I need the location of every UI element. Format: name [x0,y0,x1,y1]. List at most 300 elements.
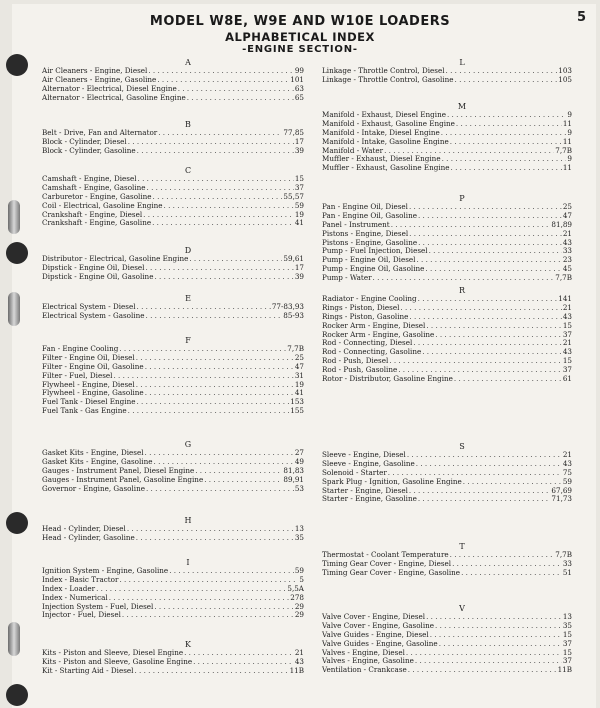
entry-text: Manifold - Exhaust, Gasoline Engine [322,118,455,128]
entry-page: 15 [562,629,572,639]
entry-page: 105 [558,74,572,84]
dot-leader [157,76,289,85]
index-entry [42,147,304,156]
index-entry [322,76,572,85]
entry-text: Crankshaft - Engine, Gasoline [42,218,152,228]
entry-text: Valves - Engine, Gasoline [322,656,414,666]
section-title: -ENGINE SECTION- [242,44,358,55]
section-letter: G [184,440,192,449]
entry-page: 41 [294,218,304,228]
index-entry [42,534,304,543]
dot-leader [137,303,271,312]
section-letter: R [458,286,466,295]
entry-page: 19 [294,379,304,389]
dot-leader [154,273,293,282]
entry-text: Valve Guides - Engine, Gasoline [322,638,438,648]
index-section-s [322,442,572,504]
entry-text: Index - Loader [42,583,96,593]
dot-leader [373,274,555,283]
dot-leader [422,348,562,357]
entry-text: Muffler - Exhaust, Gasoline Engine [322,163,450,173]
entry-page: 37 [562,329,572,339]
entry-text: Rings - Piston, Diesel [322,302,400,312]
section-letter: V [459,604,465,613]
entry-page: 63 [294,83,304,93]
index-section-g [42,440,304,493]
dot-leader [145,389,294,398]
dot-leader [456,120,562,129]
entry-page: 77,85 [283,128,304,137]
index-entry [42,485,304,494]
index-entry [42,407,304,416]
entry-text: Pan - Engine Oil, Diesel [322,202,408,211]
entry-text: Kits - Piston and Sleeve, Gasoline Engine [42,656,193,666]
entry-page: 59 [294,200,304,210]
dot-leader [439,640,562,649]
entry-page: 37 [562,638,572,648]
entry-text: Pump - Fuel Injection, Diesel [322,246,428,256]
entry-text: Valve Guides - Engine, Diesel [322,629,429,639]
dot-leader [430,631,562,640]
entry-text: Pump - Engine Oil, Gasoline [322,264,425,274]
entry-text: Carburetor - Engine, Gasoline [42,191,152,201]
index-entry [322,274,572,283]
index-section-r [322,286,572,384]
entry-text: Rocker Arm - Engine, Diesel [322,320,426,330]
dot-leader [450,138,562,147]
entry-text: Panel - Instrument [322,219,390,229]
page-title: MODEL W8E, W9E AND W10E LOADERS [149,14,451,29]
dot-leader [389,357,562,366]
entry-page: 29 [294,610,304,620]
dot-leader [425,265,561,274]
entry-text: Filter - Engine Oil, Diesel [42,352,135,362]
entry-page: 11 [562,118,572,128]
entry-page: 278 [290,592,304,602]
dot-leader [418,295,558,304]
index-entry [322,666,572,675]
dot-leader [461,569,562,578]
entry-page: 53 [294,483,304,493]
entry-page: 9 [567,154,572,164]
dot-leader [435,622,562,631]
dot-leader [136,381,294,390]
entry-text: Spark Plug - Ignition, Gasoline Engine [322,476,462,486]
dot-leader [189,255,282,264]
entry-text: Pistons - Engine, Diesel [322,228,409,238]
section-letter: L [459,58,465,67]
index-entry [42,219,304,228]
entry-page: 35 [294,532,304,542]
entry-text: Fan - Engine Cooling [42,344,119,353]
entry-text: Manifold - Intake, Diesel Engine [322,127,440,137]
dot-leader [143,211,294,220]
dot-leader [400,304,561,313]
entry-text: Alternator - Electrical, Diesel Engine [42,83,177,93]
index-entry [42,273,304,282]
section-letter: E [185,294,191,303]
entry-page: 31 [294,370,304,380]
entry-page: 5,5A [287,583,304,593]
entry-text: Filter - Fuel, Diesel [42,370,113,380]
entry-page: 9 [567,127,572,137]
entry-text: Sleeve - Engine, Gasoline [322,458,415,468]
index-section-b [42,120,304,156]
section-letter: A [185,58,191,67]
entry-text: Gauges - Instrument Panel, Diesel Engine [42,465,195,475]
entry-page: 11 [562,136,572,146]
entry-page: 47 [562,210,572,220]
binder-ring [8,292,20,326]
entry-text: Gauges - Instrument Panel, Gasoline Engine [42,474,204,484]
entry-page: 25 [562,202,572,211]
entry-page: 7,7B [555,550,572,559]
dot-leader [406,649,562,658]
entry-text: Filter - Engine Oil, Gasoline [42,361,144,371]
entry-text: Kit - Starting Aid - Diesel [42,665,134,675]
dot-leader [391,221,551,230]
binder-ring [8,622,20,656]
entry-page: 85-93 [283,310,304,320]
entry-page: 103 [558,66,572,75]
dot-leader [416,256,561,265]
entry-text: Valves - Engine, Diesel [322,647,405,657]
dot-leader [418,212,562,221]
dot-leader [136,354,294,363]
entry-text: Rod - Push, Diesel [322,356,389,366]
dot-leader [451,164,562,173]
dot-leader [415,657,562,666]
index-section-f [42,336,304,416]
entry-page: 43 [562,237,572,247]
entry-text: Rings - Piston, Gasoline [322,311,409,321]
entry-page: 21 [562,450,572,459]
entry-text: Solenoid - Starter [322,467,387,477]
dot-leader [429,247,562,256]
section-letter: K [185,640,191,649]
entry-page: 11B [289,665,304,675]
dot-leader [447,111,566,120]
dot-leader [169,567,294,576]
entry-text: Distributor - Electrical, Gasoline Engine [42,254,189,263]
entry-page: 23 [562,255,572,265]
entry-text: Manifold - Intake, Gasoline Engine [322,136,449,146]
section-letter: F [185,336,191,345]
dot-leader [146,485,294,494]
entry-page: 81,89 [551,219,572,229]
dot-leader [96,585,286,594]
dot-leader [154,603,294,612]
entry-text: Flywheel - Engine, Diesel [42,379,135,389]
entry-text: Starter - Engine, Diesel [322,485,408,495]
entry-page: 33 [562,246,572,256]
dot-leader [178,85,294,94]
index-section-i [42,558,304,620]
entry-text: Rod - Connecting, Diesel [322,338,413,348]
entry-text: Block - Cylinder, Diesel [42,136,127,146]
entry-page: 101 [290,74,304,84]
entry-page: 67,69 [551,485,572,495]
entry-page: 15 [562,356,572,366]
section-letter: C [184,166,192,175]
section-letter: T [459,542,465,551]
entry-page: 43 [562,347,572,357]
dot-leader [409,230,562,239]
entry-text: Injection System - Fuel, Diesel [42,601,154,611]
entry-page: 13 [294,524,304,533]
entry-page: 39 [294,271,304,281]
entry-text: Alternator - Electrical, Gasoline Engine [42,92,186,102]
entry-text: Air Cleaners - Engine, Gasoline [42,74,157,84]
entry-page: 19 [294,209,304,219]
binder-hole [6,242,28,264]
index-entry [42,611,304,620]
entry-page: 27 [294,448,304,457]
entry-text: Valve Cover - Engine, Gasoline [322,620,435,630]
dot-leader [145,449,294,458]
dot-leader [127,525,294,534]
entry-page: 21 [562,228,572,238]
dot-leader [137,147,294,156]
index-section-e [42,294,304,321]
entry-page: 15 [562,647,572,657]
dot-leader [463,478,562,487]
entry-page: 7,7B [287,344,304,353]
entry-text: Governor - Engine, Gasoline [42,483,145,493]
entry-page: 55,57 [283,191,304,201]
entry-page: 9 [567,110,572,119]
entry-text: Fuel Tank - Diesel Engine [42,397,136,407]
dot-leader [119,345,286,354]
dot-leader [136,398,289,407]
section-letter: P [459,194,465,203]
entry-text: Ventilation - Crankcase [322,665,407,675]
entry-page: 155 [290,406,304,416]
entry-text: Timing Gear Cover - Engine, Gasoline [322,567,461,577]
dot-leader [408,666,557,675]
entry-page: 71,73 [551,494,572,504]
entry-page: 47 [294,361,304,371]
index-section-k [42,640,304,676]
entry-page: 41 [294,388,304,398]
index-entry [42,312,304,321]
entry-text: Camshaft - Engine, Diesel [42,174,137,183]
entry-text: Index - Basic Tractor [42,574,119,584]
entry-text: Injector - Fuel, Diesel [42,610,121,620]
dot-leader [187,94,294,103]
dot-leader [195,467,282,476]
entry-page: 13 [562,612,572,621]
dot-leader [416,460,562,469]
entry-page: 39 [294,145,304,155]
entry-page: 21 [562,338,572,348]
entry-page: 81,83 [283,465,304,475]
dot-leader [452,560,562,569]
dot-leader [122,611,294,620]
entry-text: Flywheel - Engine, Gasoline [42,388,144,398]
entry-text: Valve Cover - Engine, Diesel [322,612,426,621]
index-section-t [322,542,572,578]
entry-page: 15 [562,320,572,330]
entry-text: Rod - Connecting, Gasoline [322,347,422,357]
dot-leader [128,407,290,416]
dot-leader [193,658,294,667]
entry-text: Dipstick - Engine Oil, Gasoline [42,271,154,281]
entry-text: Electrical System - Gasoline [42,310,145,320]
entry-page: 43 [562,311,572,321]
entry-page: 75 [562,467,572,477]
entry-text: Muffler - Exhaust, Diesel Engine [322,154,441,164]
dot-leader [204,476,282,485]
entry-page: 153 [290,397,304,407]
dot-leader [435,331,562,340]
entry-page: 37 [294,182,304,192]
entry-page: 29 [294,601,304,611]
entry-page: 45 [562,264,572,274]
entry-text: Index - Numerical [42,592,108,602]
section-letter: H [184,516,192,525]
dot-leader [119,576,298,585]
index-section-h [42,516,304,543]
dot-leader [409,203,562,212]
entry-text: Radiator - Engine Cooling [322,294,417,303]
entry-page: 35 [562,620,572,630]
entry-page: 59 [562,476,572,486]
entry-page: 7,7B [555,273,572,283]
index-entry [42,667,304,676]
dot-leader [441,129,567,138]
entry-page: 141 [558,294,572,303]
dot-leader [145,264,293,273]
index-section-v [322,604,572,675]
entry-page: 5 [299,574,304,584]
entry-page: 65 [294,92,304,102]
entry-text: Rocker Arm - Engine, Gasoline [322,329,435,339]
entry-text: Kits - Piston and Sleeve, Diesel Engine [42,648,184,657]
section-letter: M [457,102,467,111]
dot-leader [148,67,294,76]
index-section-p [322,194,572,283]
binder-hole [6,684,28,706]
dot-leader [418,239,562,248]
entry-page: 49 [294,456,304,466]
dot-leader [455,76,558,85]
dot-leader [164,202,294,211]
index-section-c [42,166,304,228]
dot-leader [136,534,294,543]
dot-leader [134,667,288,676]
index-entry [322,495,572,504]
section-letter: B [185,120,191,129]
entry-page: 37 [562,656,572,666]
index-entry [322,569,572,578]
dot-leader [158,129,282,138]
dot-leader [426,322,562,331]
entry-text: Fuel Tank - Gas Engine [42,406,127,416]
entry-page: 25 [294,352,304,362]
binder-ring [8,200,20,234]
dot-leader [184,649,294,658]
dot-leader [418,495,551,504]
entry-page: 21 [294,648,304,657]
entry-text: Rod - Push, Gasoline [322,365,398,375]
binder-hole [6,512,28,534]
entry-text: Head - Cylinder, Gasoline [42,532,135,542]
entry-text: Air Cleaners - Engine, Diesel [42,66,148,75]
entry-text: Manifold - Exhaust, Diesel Engine [322,110,446,119]
entry-page: 77-83,93 [271,302,304,311]
index-section-d [42,246,304,282]
entry-page: 59,61 [283,254,304,263]
entry-page: 7,7B [555,145,572,155]
entry-text: Pistons - Engine, Gasoline [322,237,418,247]
section-letter: S [459,442,465,451]
page-subtitle: ALPHABETICAL INDEX [225,30,375,44]
section-letter: D [184,246,192,255]
entry-text: Belt - Drive, Fan and Alternator [42,128,158,137]
dot-leader [413,339,562,348]
dot-leader [128,138,294,147]
dot-leader [152,219,294,228]
dot-leader [407,451,562,460]
entry-page: 61 [562,374,572,384]
entry-text: Pump - Engine Oil, Diesel [322,255,416,265]
entry-text: Ignition System - Engine, Gasoline [42,566,169,575]
dot-leader [113,372,293,381]
index-entry [42,94,304,103]
entry-page: 43 [562,458,572,468]
dot-leader [153,193,283,202]
entry-text: Linkage - Throttle Control, Diesel [322,66,445,75]
entry-page: 89,91 [283,474,304,484]
index-entry [322,375,572,384]
entry-page: 17 [294,262,304,272]
index-section-m [322,102,572,173]
entry-page: 11B [557,665,572,675]
entry-text: Gasket Kits - Engine, Diesel [42,448,144,457]
entry-page: 21 [562,302,572,312]
entry-text: Linkage - Throttle Control, Gasoline [322,74,454,84]
entry-text: Timing Gear Cover - Engine, Diesel [322,558,452,568]
dot-leader [145,363,294,372]
index-section-a [42,58,304,103]
entry-text: Pump - Water [322,273,372,283]
dot-leader [454,375,562,384]
entry-page: 11 [562,163,572,173]
entry-page: 17 [294,136,304,146]
index-entry [322,164,572,173]
entry-text: Thermostat - Coolant Temperature [322,550,449,559]
dot-leader [409,313,561,322]
entry-text: Head - Cylinder, Diesel [42,524,126,533]
entry-page: 51 [562,567,572,577]
entry-page: 43 [294,656,304,666]
entry-page: 33 [562,558,572,568]
entry-text: Electrical System - Diesel [42,302,136,311]
entry-text: Gasket Kits - Engine, Gasoline [42,456,153,466]
page-number: 5 [576,10,586,25]
entry-page: 15 [294,174,304,183]
entry-text: Coil - Electrical, Gasoline Engine [42,200,163,210]
entry-text: Camshaft - Engine, Gasoline [42,182,146,192]
dot-leader [450,551,555,560]
entry-text: Pan - Engine Oil, Gasoline [322,210,417,220]
section-letter: I [186,558,190,567]
entry-text: Block - Cylinder, Gasoline [42,145,136,155]
entry-text: Dipstick - Engine Oil, Diesel [42,262,145,272]
dot-leader [138,175,294,184]
entry-text: Rotor - Distributor, Gasoline Engine [322,374,453,384]
